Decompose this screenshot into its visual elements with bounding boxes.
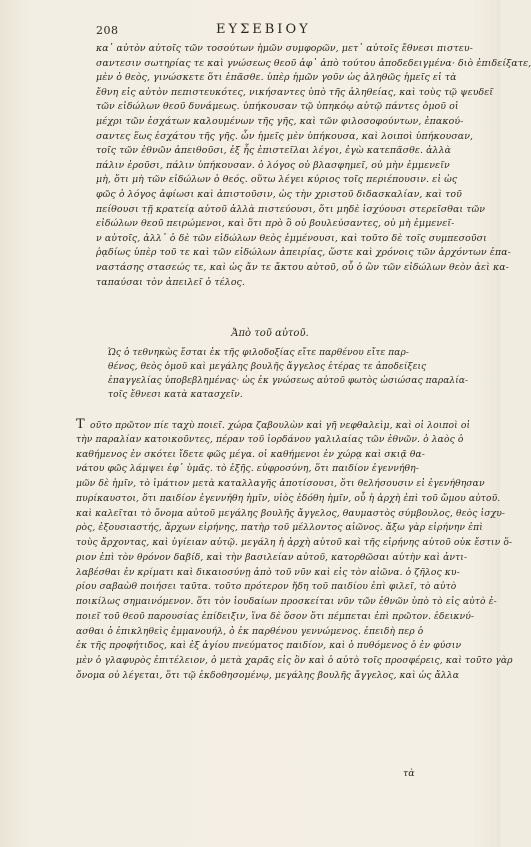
drop-capital: Τ xyxy=(76,417,85,432)
text-line: Ὡς ὁ τεθνηκὼς ἔσται ἐκ τῆς φιλοδοξίας εἴτε παρθένου εἴτε παρ- xyxy=(108,348,410,358)
page-number: 208 xyxy=(96,24,119,37)
text-line: νάτου φῶς λάμψει ἐφ᾽ ὑμᾶς. τὸ ἐξῆς. εὐφροσύνη, ὅτι παιδίον ἐγεννήθη- xyxy=(76,463,419,475)
text-line: εἰδώλων θεοῦ πειρώμενοι, καὶ ὅτι πρὸ ὃ οὐ βουλεύσαντες, οὐ μὴ ἐμμενεῖ- xyxy=(96,218,455,230)
text-line: ρίου σαβαὼθ ποιήσει ταῦτα. τοῦτο πρότερον ἤδη τοῦ παιδίου ἐπὶ φιλεῖ, τὸ αὐτὸ xyxy=(76,581,457,593)
text-line: ν αὐτοῖς, ἀλλ᾽ ὁ δὲ τῶν εἰδώλων θεὸς ἐμμένουσι, καὶ τοῦτο δὲ τοῖς συμπεσοῦσι xyxy=(96,232,487,244)
text-line: ἐκ τῆς προφήτιδος, καὶ ἐξ ἁγίου πνεύματος παιδίον, καὶ ὁ πυθόμενος ὁ ἐν φύσιν xyxy=(76,640,462,652)
text-line xyxy=(76,417,471,433)
text-line: θένος, θεὸς ὁμοῦ καὶ μεγάλης βουλῆς ἄγγελος ἑτέρας τε ἀποδείξεις xyxy=(108,362,427,372)
text-line: ποικίλως σημαινόμενον. ὅτι τὸν ἰουδαίων προσκείται νῦν τῶν ἐθνῶν ὑπὸ τὸ εἰς αὐτὸ ἑ- xyxy=(76,596,497,607)
text-line: ὄνομα οὐ λέγεται, ὅτι τῷ ἐκδοθησομένῳ, μεγάλης βουλῆς ἄγγελος, καὶ ὡς ἄλλα xyxy=(76,669,460,681)
text-line: ναστάσης στασεώς τε, καὶ ὡς ἄν τε ἄκτου αὐτοῦ, οὗ ὁ ὢν τῶν εἰδώλων θεὸν ἀεὶ κα- xyxy=(96,261,509,273)
text-line: ῥᾳδίως ὑπὲρ τοῦ τε καὶ τῶν εἰδώλων ἀπειρίας, ὥστε καὶ χρόνοις τῶν ἀρχόντων ἐπα- xyxy=(96,247,511,259)
text-line-content: οῦτο πρῶτον πίε ταχὺ ποιεῖ. χώρα ζαβουλὼν καὶ γῆ νεφθαλεὶμ, καὶ οἱ λοιποὶ οἱ xyxy=(90,420,471,431)
running-head: ΕΥΣΕΒΙΟΥ xyxy=(216,22,311,37)
text-line: τοὺς ἄρχοντας, καὶ ὑγίειαν αὐτῷ. μεγάλη ἡ ἀρχὴ αὐτοῦ καὶ τῆς εἰρήνης αὐτοῦ οὐκ ἔστιν ὅ- xyxy=(76,537,513,548)
text-line: πυρίκαυστοι, ὅτι παιδίον ἐγεννήθη ἡμῖν, υἱὸς ἐδόθη ἡμῖν, οὗ ἡ ἀρχὴ ἐπὶ τοῦ ὤμου αὐτοῦ. xyxy=(76,492,501,504)
section-summary xyxy=(108,346,469,402)
text-line: μέχρι τῶν ἐσχάτων καλουμένων τῆς γῆς, καὶ τῶν φιλοσοφούντων, ἐπακού- xyxy=(96,115,464,127)
text-line: σαντες ἕως ἐσχάτου τῆς γῆς. ὧν ἡμεῖς μὲν ὑπήκουσα, καὶ λοιποὶ ὑπήκουσαν, xyxy=(96,130,474,142)
text-line: τῶν εἰδώλων θεοῦ δυνάμεως. ὑπήκουσαν τῷ ὑπηκόῳ αὐτῷ πάντες ὁμοῦ οἱ xyxy=(96,101,459,113)
text-line: ριον ἐπὶ τὸν θρόνον δαβίδ, καὶ τὴν βασιλείαν αὐτοῦ, κατορθῶσαι αὐτὴν καὶ ἀντι- xyxy=(76,551,468,563)
text-line: σαντεσιν σωτηρίας τε καὶ γνώσεως θεοῦ ἀφ᾽ ἀπὸ τούτου ἀποδεδειγμένα· διὸ ἐπιδείξατε, xyxy=(96,57,531,69)
text-line: φῶς ὁ λόγος ἀφίωσι καὶ ἀπιστοῦσιν, ὡς τὴν χριστοῦ διδασκαλίαν, καὶ τοῦ xyxy=(96,188,462,200)
text-line: μὴ, ὅτι μὴ τῶν εἰδώλων ὁ θεός. οὕτω λέγει κύριος τοῖς περιέπουσιν. εἰ ὡς xyxy=(96,174,458,186)
text-line: πείθουσι τῇ κρατείᾳ αὐτοῦ ἀλλὰ πιστεύουσι, ὅτι μηδὲ ἰσχύουσι στερεῖσθαι τῶν xyxy=(96,203,486,215)
text-line: λαβέσθαι ἐν κρίματι καὶ δικαιοσύνῃ ἀπὸ τοῦ νῦν καὶ εἰς τὸν αἰῶνα. ὁ ζῆλος κυ- xyxy=(76,566,460,578)
text-line: πάλιν ἐροῦσι, πάλιν ὑπήκουσαν. ὁ λόγος οὐ βλασφημεῖ, οὐ μὴν ἐμμενεῖν xyxy=(96,159,450,171)
text-line: κα᾽ αὐτὸν αὐτοῖς τῶν τοσούτων ἡμῶν συμφορῶν, μετ᾽ αὐτοῖς ἔθνεσι πιστευ- xyxy=(96,43,473,54)
text-line: μῶν δὲ ἡμῖν, τὸ ἱμάτιον μετὰ καταλλαγῆς ἀποτίσουσι, ὅτι θελήσουσιν εἰ ἐγενήθησαν xyxy=(76,478,485,489)
top-text-block xyxy=(96,42,531,290)
text-line: καὶ καλεῖται τὸ ὄνομα αὐτοῦ μεγάλης βουλῆς ἄγγελος, θαυμαστὸς σύμβουλος, θεὸς ἰσχυ- xyxy=(76,507,506,519)
page-header xyxy=(96,24,442,38)
text-line: ποιεῖ τοῦ θεοῦ παρουσίας ἐπίδειξιν, ἵνα δὲ ὅσον ὅτι πέμπεται ἐπὶ πρῶτον. ἐδεικνύ- xyxy=(76,610,475,622)
text-line: καθήμενος ἐν σκότει ἴδετε φῶς μέγα. οἱ καθήμενοι ἐν χώρᾳ καὶ σκιᾷ θα- xyxy=(76,448,425,460)
catchword: τὰ xyxy=(403,768,415,779)
text-line: τὴν παραλίαν κατοικοῦντες, πέραν τοῦ ἰορδάνου γαλιλαίας τῶν ἐθνῶν. ὁ λαὸς ὁ xyxy=(76,433,464,445)
main-text-block xyxy=(76,417,513,684)
text-line: τοῖς τῶν ἐθνῶν ἀπειθοῦσι, ἐξ ἧς ἐπιστεῖλαι λέγοι, ἐγὼ κατεπᾶσθε. ἀλλὰ xyxy=(96,145,452,157)
text-line: τοῖς ἔθνεσι κατὰ κατασχεῖν. xyxy=(108,390,243,400)
text-line: ρὸς, ἐξουσιαστής, ἄρχων εἰρήνης, πατὴρ τοῦ μέλλοντος αἰῶνος. ἄξω γὰρ εἰρήνην ἐπὶ xyxy=(76,522,483,534)
text-line: ασθαι ὁ ἐπικληθεὶς ἐμμανουήλ, ὁ ἐκ παρθένου γεννώμενος. ἐπειδὴ περ ὁ xyxy=(76,625,424,637)
text-line: ταπαύσαι τὸν ἀπειλεῖ ὁ τέλος. xyxy=(96,276,245,288)
text-line: μὲν ὁ θεὸς, γινώσκετε ὅτι ἐπᾶσθε. ὑπὲρ ἡμῶν γοῦν ὡς ἀληθῶς ἡμεῖς εἰ τὰ xyxy=(96,72,457,84)
text-line: ἐπαγγελίας ὑποβεβλημένας· ὡς ἐκ γνώσεως αὐτοῦ φωτὸς ὠσιώσας παραλία- xyxy=(108,376,469,386)
text-line: ἔθνη εἰς αὐτὸν πεπιστευκότες, νικήσαντες ὑπὸ τῆς ἀληθείας, καὶ τοὺς τῷ ψευδεῖ xyxy=(96,86,494,98)
text-line: μὲν ὁ γλαφυρὸς ἐπιτέλειον, ὁ μετὰ χαρᾶς εἰς ὃν καὶ ὁ αὐτὸ τοῖς προσφέρεις, καὶ τοῦτο γὰρ xyxy=(76,655,513,666)
section-title: Ἀπὸ τοῦ αὐτοῦ. xyxy=(231,328,309,339)
